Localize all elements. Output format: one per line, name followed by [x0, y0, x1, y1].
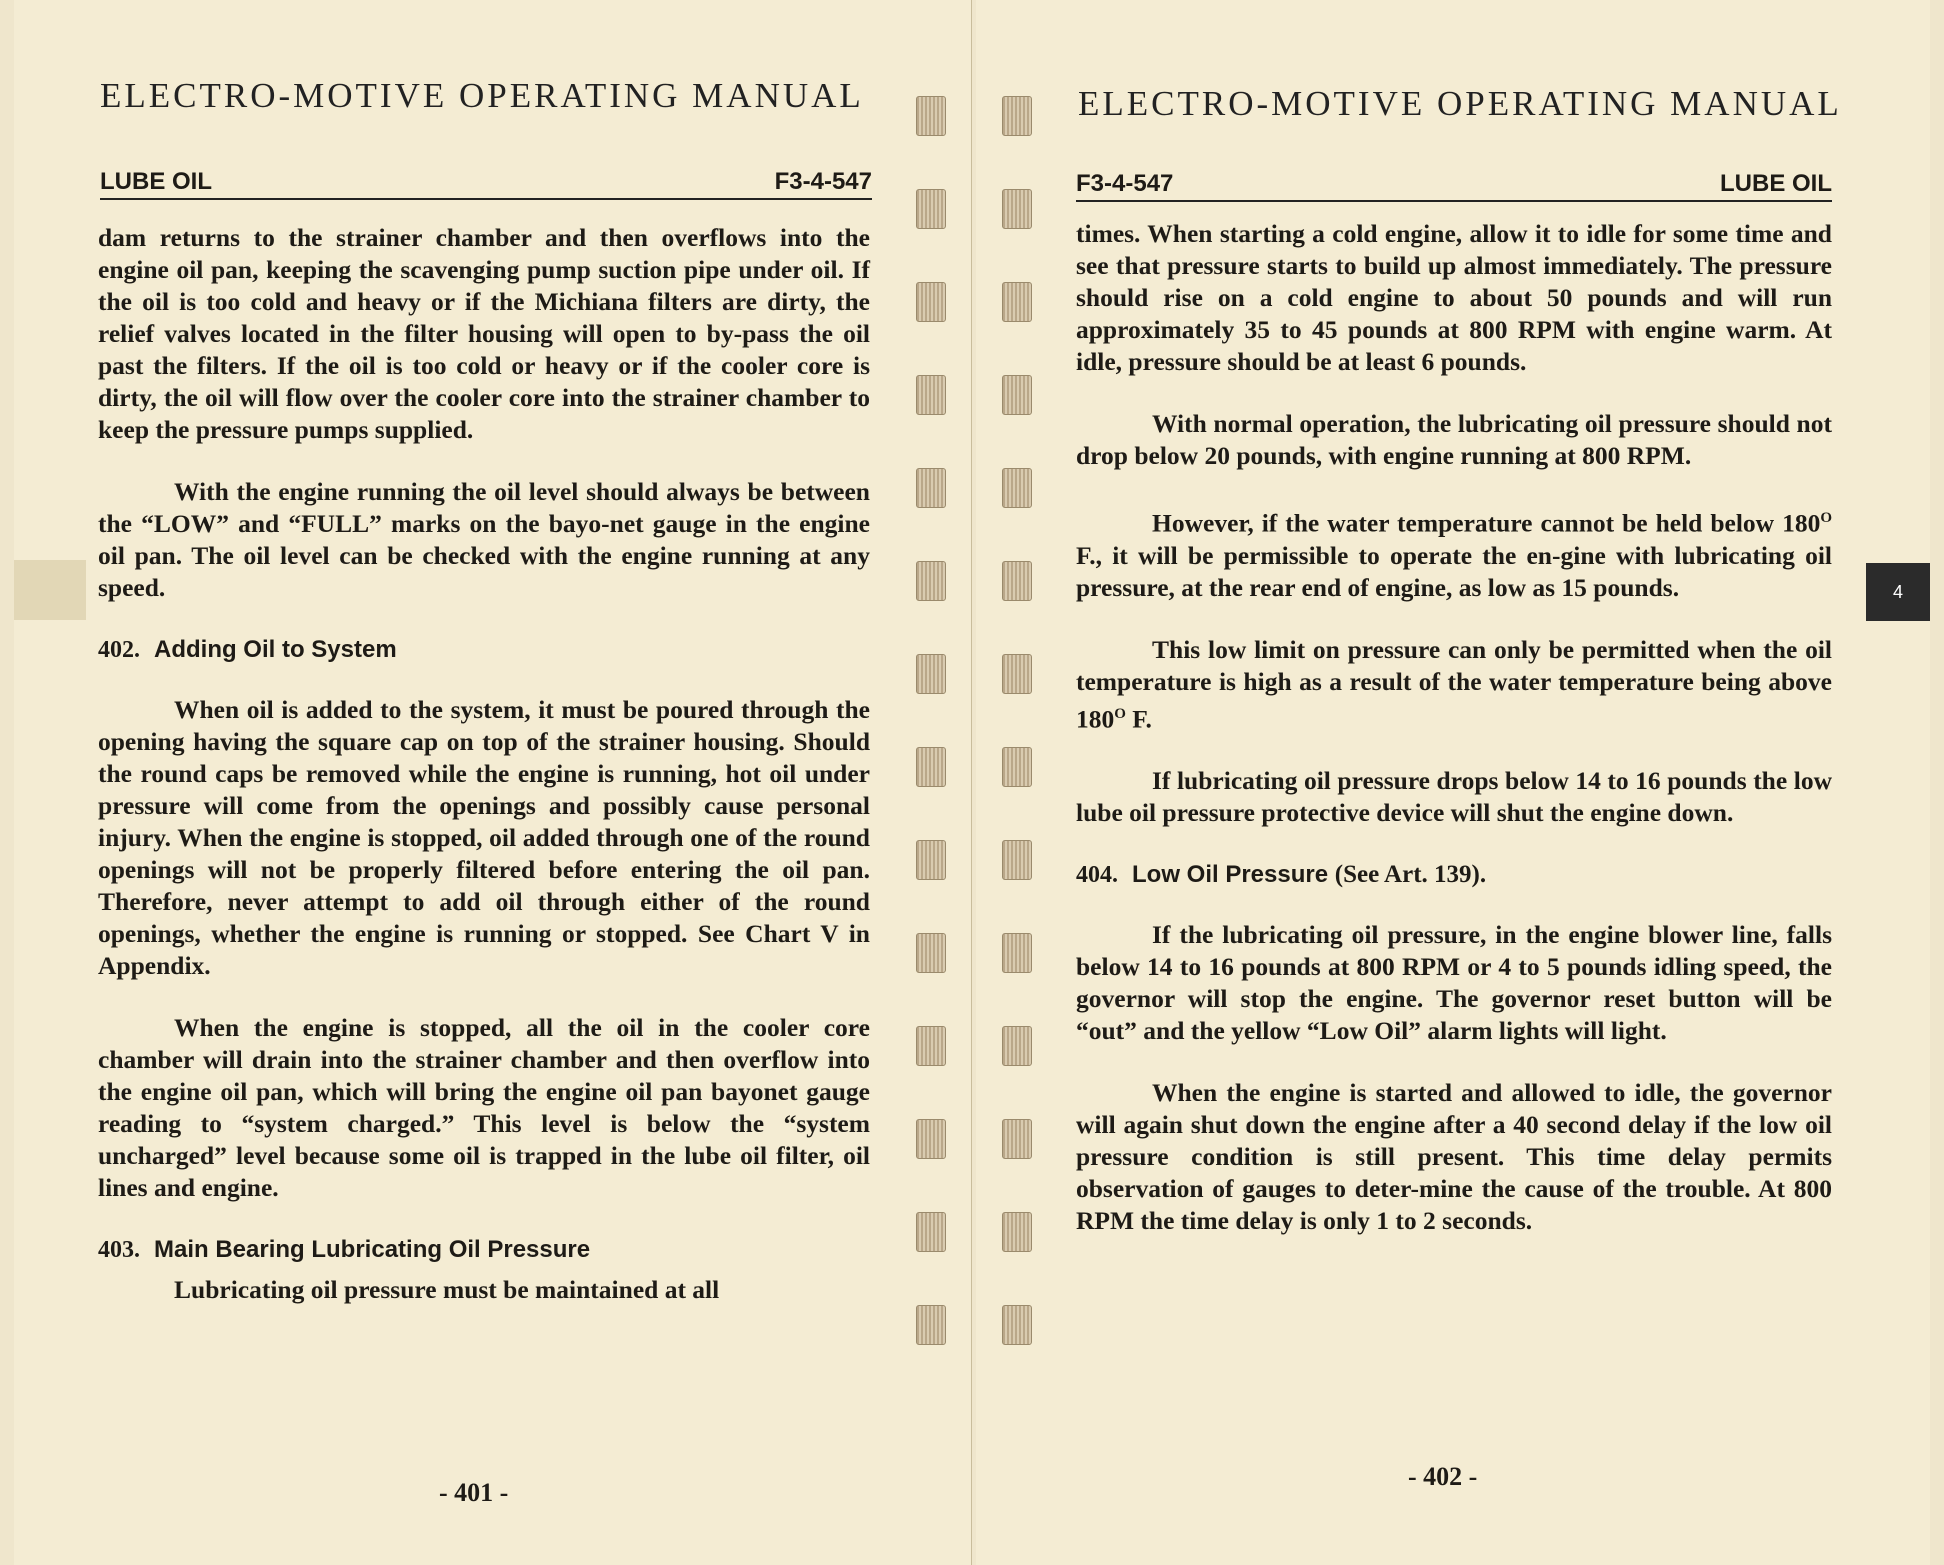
- binding-hole: [1002, 1026, 1032, 1066]
- binding-hole: [1002, 1212, 1032, 1252]
- rule-right-label: LUBE OIL: [1720, 170, 1832, 197]
- binding-hole: [916, 654, 946, 694]
- binding-hole: [916, 1212, 946, 1252]
- paragraph-part: However, if the water temperature cannot be held below 180: [1152, 508, 1821, 538]
- section-rule-right: [1076, 170, 1832, 202]
- manual-header-left: ELECTRO-MOTIVE OPERATING MANUAL: [100, 76, 864, 115]
- paragraph: If lubricating oil pressure drops below 14 to 16 pounds the low lube oil pressure protective device will shut the engine down.: [1076, 766, 1832, 827]
- manual-header-right: ELECTRO-MOTIVE OPERATING MANUAL: [1078, 84, 1842, 123]
- paragraph-part: F.: [1125, 704, 1152, 733]
- section-404-heading: [1076, 859, 1832, 891]
- binding-holes-right: [1002, 96, 1032, 1398]
- paragraph: When the engine is stopped, all the oil in the cooler core chamber will drain into the strainer chamber and then overflow into the engine oil pan, which will bring the engine oil pan bayonet gauge reading to “system charged.” This level is below the “system uncharged” level because some oil is trapped in the lube oil filter, oil lines and engine.: [98, 1013, 870, 1202]
- paragraph: With the engine running the oil level should always be between the “LOW” and “FULL” marks on the bayo-net gauge in the engine oil pan. The oil level can be checked with the engine running at any speed.: [98, 477, 870, 602]
- rule-right-label: F3-4-547: [774, 168, 872, 195]
- page-number-left: - 401 -: [439, 1478, 509, 1507]
- binding-hole: [1002, 375, 1032, 415]
- binding-hole: [1002, 933, 1032, 973]
- binding-hole: [1002, 747, 1032, 787]
- binding-hole: [916, 468, 946, 508]
- section-title: Adding Oil to System: [154, 636, 397, 663]
- section-number: 404.: [1076, 862, 1118, 888]
- paragraph: [1076, 502, 1832, 604]
- binding-hole: [916, 282, 946, 322]
- section-402-heading: [98, 634, 870, 666]
- degree-mark: O: [1820, 510, 1832, 526]
- paragraph: dam returns to the strainer chamber and then overflows into the engine oil pan, keeping the scavenging pump suction pipe under oil. If the oil is too cold and heavy or if the Michiana filters are dirty, the relief valves located in the filter housing will open to by-pass the oil past the filters. If the oil is too cold or heavy or if the cooler core is dirty, the oil will flow over the cooler core into the strainer chamber to keep the pressure pumps supplied.: [98, 223, 870, 444]
- left-page: [14, 0, 972, 1565]
- section-tab-marker: 4: [1866, 563, 1930, 621]
- right-body: [1076, 218, 1832, 1267]
- binding-hole: [916, 561, 946, 601]
- paragraph: When the engine is started and allowed to idle, the governor will again shut down the engine after a 40 second delay if the low oil pressure condition is still present. This time delay permits observation of gauges to deter-mine the cause of the trouble. At 800 RPM the time delay is only 1 to 2 seconds.: [1076, 1078, 1832, 1235]
- paragraph: If the lubricating oil pressure, in the engine blower line, falls below 14 to 16 pounds at 800 RPM or 4 to 5 pounds idling speed, the governor will stop the engine. The governor reset button will be “out” and the yellow “Low Oil” alarm lights will light.: [1076, 920, 1832, 1045]
- binding-hole: [1002, 1119, 1032, 1159]
- binding-hole: [916, 1119, 946, 1159]
- tab-shadow: [14, 560, 86, 620]
- paragraph: [1076, 634, 1832, 736]
- paragraph: When oil is added to the system, it must be poured through the opening having the square cap on top of the strainer housing. Should the round caps be removed while the engine is running, hot oil under pressure will come from the openings and possibly cause personal injury. When the engine is stopped, oil added through one of the round openings will not be properly filtered before entering the oil pan. Therefore, never attempt to add oil through either of the round openings, whether the engine is running or stopped. See Chart V in Appendix.: [98, 695, 870, 980]
- binding-hole: [1002, 840, 1032, 880]
- section-title: Main Bearing Lubricating Oil Pressure: [154, 1236, 591, 1263]
- binding-hole: [916, 375, 946, 415]
- binding-hole: [1002, 96, 1032, 136]
- section-rule-left: [100, 168, 872, 200]
- paragraph: times. When starting a cold engine, allow it to idle for some time and see that pressure starts to build up almost immediately. The pressure should rise on a cold engine to about 50 pounds and will run approximately 35 to 45 pounds at 800 RPM with engine warm. At idle, pressure should be at least 6 pounds.: [1076, 219, 1832, 376]
- rule-left-label: LUBE OIL: [100, 168, 212, 195]
- binding-hole: [916, 840, 946, 880]
- binding-hole: [916, 96, 946, 136]
- section-403-heading: [98, 1234, 870, 1266]
- degree-mark: O: [1114, 705, 1126, 722]
- right-page: [976, 0, 1930, 1565]
- binding-hole: [916, 747, 946, 787]
- paragraph: With normal operation, the lubricating oil pressure should not drop below 20 pounds, with engine running at 800 RPM.: [1076, 409, 1832, 470]
- section-reference: (See Art. 139).: [1334, 861, 1487, 888]
- binding-hole: [916, 189, 946, 229]
- page-number-right: - 402 -: [1408, 1462, 1478, 1491]
- left-body: [98, 222, 870, 1306]
- section-number: 402.: [98, 637, 140, 663]
- binding-hole: [1002, 468, 1032, 508]
- binding-hole: [1002, 654, 1032, 694]
- binding-hole: [1002, 561, 1032, 601]
- rule-left-label: F3-4-547: [1076, 170, 1174, 197]
- section-number: 403.: [98, 1237, 140, 1263]
- binding-hole: [916, 933, 946, 973]
- binding-hole: [1002, 189, 1032, 229]
- binding-hole: [916, 1305, 946, 1345]
- binding-hole: [1002, 282, 1032, 322]
- section-title: Low Oil Pressure: [1132, 861, 1329, 888]
- binding-holes-left: [916, 96, 946, 1398]
- paragraph-part: F., it will be permissible to operate the en-gine with lubricating oil pressure, at the rear end of engine, as low as 15 pounds.: [1076, 540, 1832, 602]
- paragraph: Lubricating oil pressure must be maintained at all: [174, 1275, 720, 1304]
- binding-hole: [916, 1026, 946, 1066]
- paragraph-part: This low limit on pressure can only be permitted when the oil temperature is high as a result of the water temperature being above 180: [1076, 634, 1832, 733]
- binding-hole: [1002, 1305, 1032, 1345]
